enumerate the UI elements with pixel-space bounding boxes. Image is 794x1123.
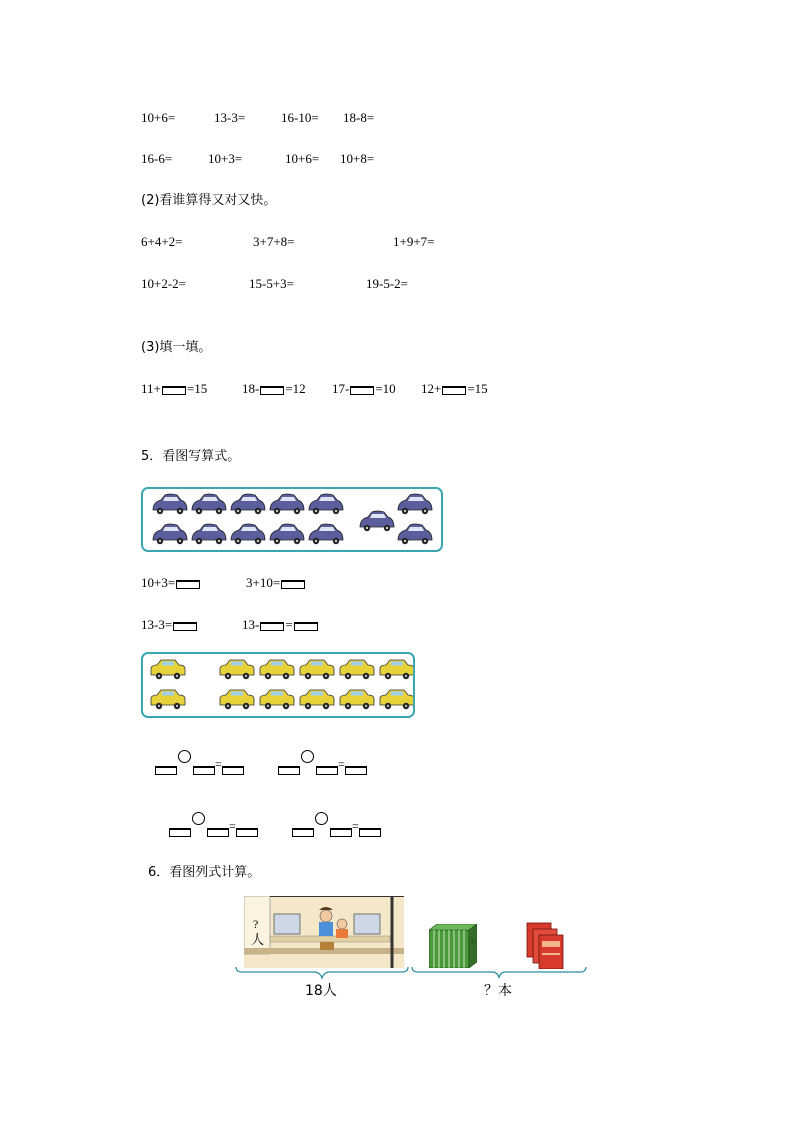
eq-10plus6: 10+6= xyxy=(141,110,176,125)
brace-left xyxy=(234,965,410,981)
equals-sign: = xyxy=(352,819,359,833)
equals-sign: = xyxy=(229,819,236,833)
answer-blank[interactable] xyxy=(350,386,374,395)
answer-blank[interactable] xyxy=(292,828,314,837)
eq-18minus8: 18-8= xyxy=(343,110,375,125)
answer-blank[interactable] xyxy=(359,828,381,837)
red-books-illustration xyxy=(525,921,565,969)
eq-10plus8: 10+8= xyxy=(340,151,375,166)
blue-cars-picture xyxy=(141,487,443,552)
operator-circle[interactable] xyxy=(315,812,328,825)
eq-13minus3: 13-3= xyxy=(214,110,246,125)
answer-blank[interactable] xyxy=(222,766,244,775)
book-char: 书 xyxy=(469,938,476,946)
red-books-picture xyxy=(525,921,565,969)
person-char: 人 xyxy=(251,933,265,948)
answer-blank[interactable] xyxy=(260,386,284,395)
eq-19minus5minus2: 19-5-2= xyxy=(366,276,408,291)
label-question-books: ？本 xyxy=(484,983,512,999)
brace-right xyxy=(410,965,588,981)
classroom-picture xyxy=(244,896,404,968)
q6-title: 6．看图列式计算。 xyxy=(148,865,261,880)
fill-item-2: 18- =12 xyxy=(242,381,306,396)
answer-blank[interactable] xyxy=(278,766,300,775)
answer-blank[interactable] xyxy=(316,766,338,775)
eq-13minus-blank: 13- = xyxy=(242,617,319,633)
q5-title: 5．看图写算式。 xyxy=(141,449,241,464)
fill-item-4: 12+ =15 xyxy=(421,381,488,396)
eq-10plus3: 10+3= xyxy=(208,151,243,166)
answer-blank[interactable] xyxy=(330,828,352,837)
eq-16minus10: 16-10= xyxy=(281,110,319,125)
answer-blank[interactable] xyxy=(294,622,318,631)
answer-blank[interactable] xyxy=(260,622,284,631)
answer-blank[interactable] xyxy=(345,766,367,775)
section2-title: (2)看谁算得又对又快。 xyxy=(141,193,277,208)
answer-blank[interactable] xyxy=(281,580,305,589)
answer-blank[interactable] xyxy=(169,828,191,837)
eq-10plus6-b: 10+6= xyxy=(285,151,320,166)
eq-16minus6: 16-6= xyxy=(141,151,173,166)
equals-sign: = xyxy=(215,757,222,771)
fill-item-3: 17- =10 xyxy=(332,381,396,396)
eq-3plus7plus8: 3+7+8= xyxy=(253,234,295,249)
answer-blank[interactable] xyxy=(176,580,200,589)
fill-item-1: 11+ =15 xyxy=(141,381,208,396)
section3-title: (3)填一填。 xyxy=(141,340,212,355)
eq-10plus3-blank: 10+3= xyxy=(141,575,201,591)
answer-blank[interactable] xyxy=(193,766,215,775)
eq-15minus5plus3: 15-5+3= xyxy=(249,276,294,291)
answer-blank[interactable] xyxy=(207,828,229,837)
answer-blank[interactable] xyxy=(173,622,197,631)
answer-blank[interactable] xyxy=(236,828,258,837)
question-mark: ? xyxy=(253,917,259,931)
operator-circle[interactable] xyxy=(192,812,205,825)
classroom-illustration xyxy=(244,896,404,968)
label-18-people: 18人 xyxy=(305,983,337,999)
eq-10plus2minus2: 10+2-2= xyxy=(141,276,186,291)
answer-blank[interactable] xyxy=(162,386,186,395)
yellow-cars-illustration xyxy=(143,654,413,716)
operator-circle[interactable] xyxy=(301,750,314,763)
eq-3plus10-blank: 3+10= xyxy=(246,575,306,591)
eq-1plus9plus7: 1+9+7= xyxy=(393,234,435,249)
blue-cars-illustration xyxy=(143,489,441,550)
green-books-picture xyxy=(429,924,477,968)
eq-6plus4plus2: 6+4+2= xyxy=(141,234,183,249)
answer-blank[interactable] xyxy=(155,766,177,775)
yellow-cars-picture xyxy=(141,652,415,718)
equals-sign: = xyxy=(338,757,345,771)
green-books-illustration xyxy=(429,924,477,968)
eq-13minus3-blank: 13-3= xyxy=(141,617,198,633)
operator-circle[interactable] xyxy=(178,750,191,763)
answer-blank[interactable] xyxy=(442,386,466,395)
